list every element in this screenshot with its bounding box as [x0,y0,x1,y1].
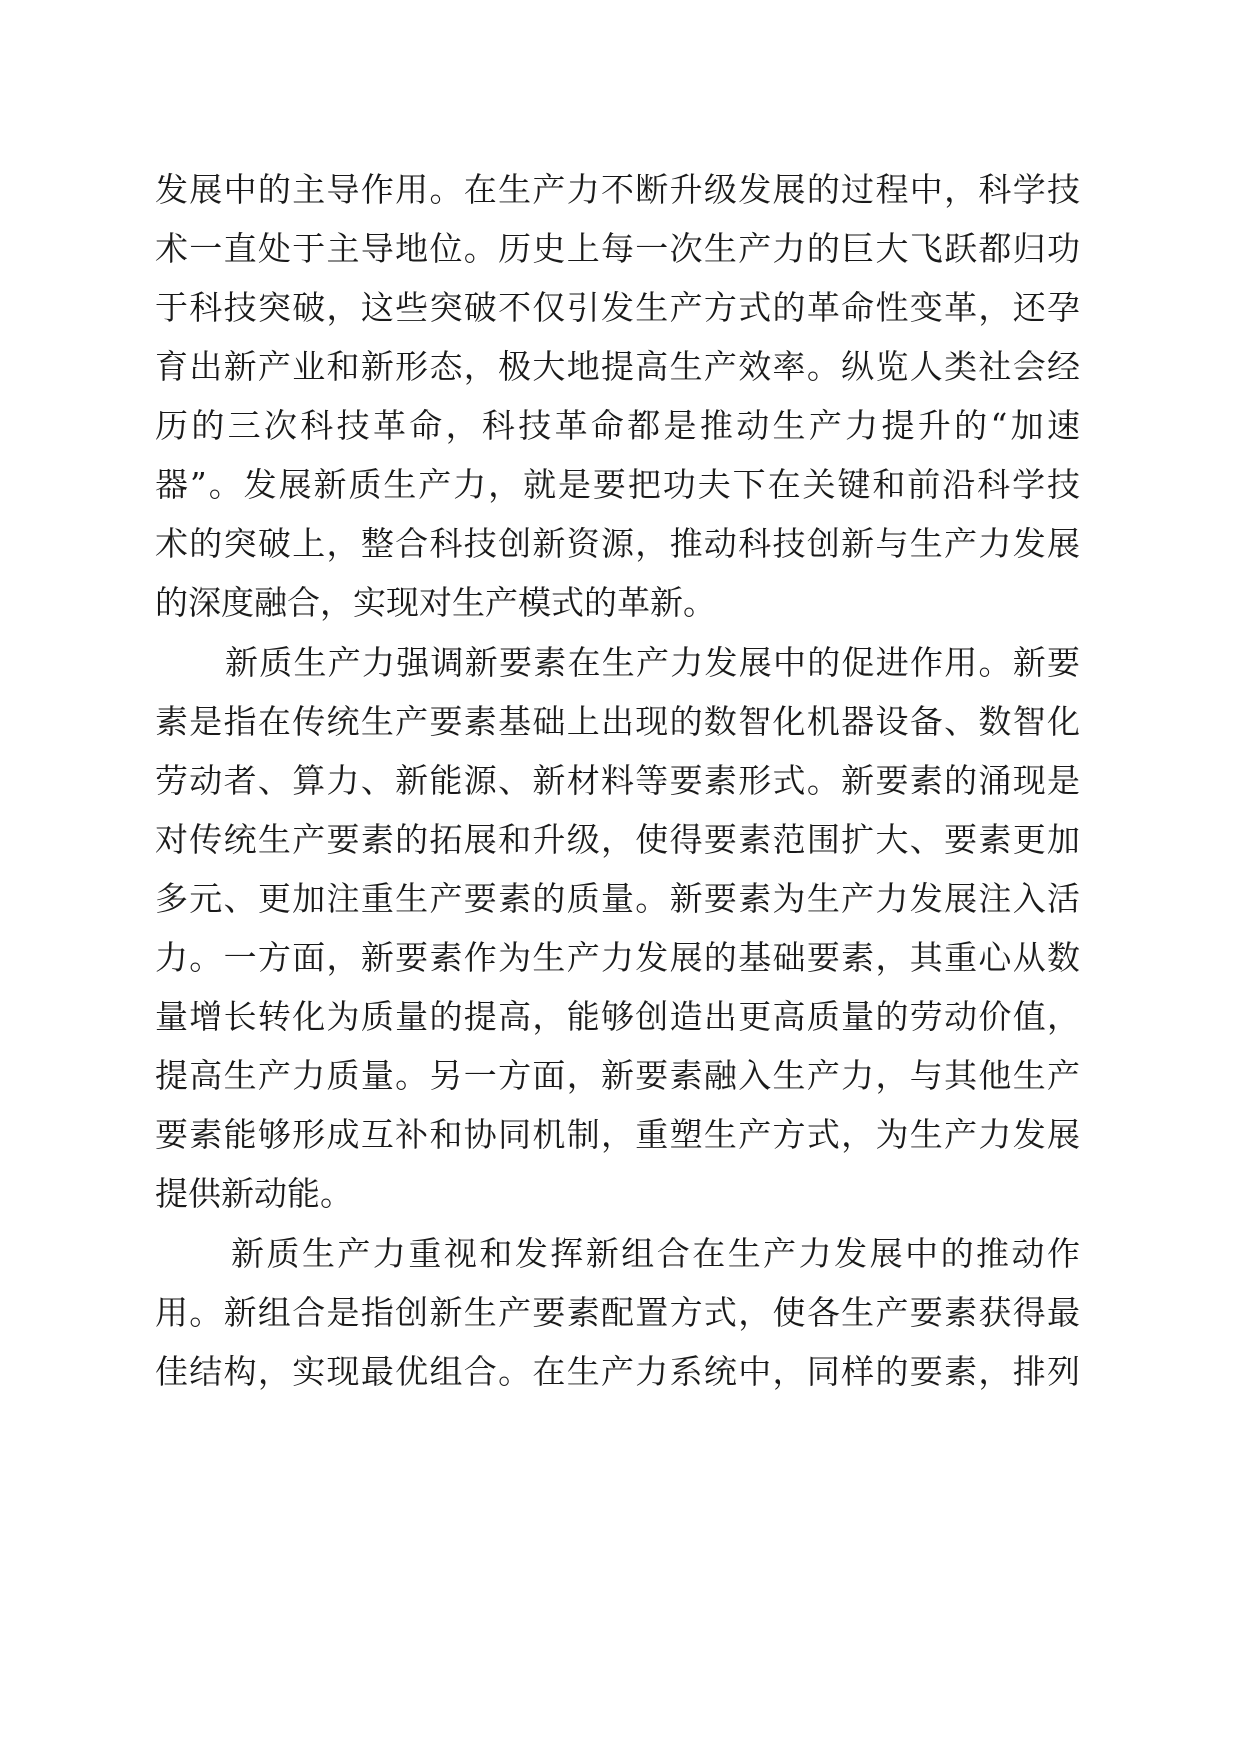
paragraph-3-line: 新质生产力重视和发挥新组合在生产力发展中的推动作 [231,1234,1080,1273]
paragraph-1 [155,160,1080,632]
paragraph-2-line: 劳动者、算力、新能源、新材料等要素形式。新要素的涌现是 [155,761,1080,800]
paragraph-1-line: 术的突破上，整合科技创新资源，推动科技创新与生产力发展 [155,524,1080,563]
paragraph-2-line: 量增长转化为质量的提高，能够创造出更高质量的劳动价值， [155,997,1080,1036]
paragraph-1-line: 育出新产业和新形态，极大地提高生产效率。纵览人类社会经 [155,347,1080,386]
paragraph-1-line: 于科技突破，这些突破不仅引发生产方式的革命性变革，还孕 [155,288,1080,327]
paragraph-1-line: 的深度融合，实现对生产模式的革新。 [155,583,716,622]
paragraph-2 [155,633,1080,1223]
paragraph-2-line: 素是指在传统生产要素基础上出现的数智化机器设备、数智化 [155,702,1080,741]
paragraph-2-line: 新质生产力强调新要素在生产力发展中的促进作用。新要 [225,643,1080,682]
paragraph-3-line: 用。新组合是指创新生产要素配置方式，使各生产要素获得最 [155,1293,1080,1332]
paragraph-1-line: 发展中的主导作用。在生产力不断升级发展的过程中，科学技 [155,170,1080,209]
paragraph-1-line: 历的三次科技革命，科技革命都是推动生产力提升的“加速 [155,406,1080,445]
paragraph-2-line: 提高生产力质量。另一方面，新要素融入生产力，与其他生产 [155,1056,1080,1095]
paragraph-1-line: 器”。发展新质生产力，就是要把功夫下在关键和前沿科学技 [155,465,1080,504]
paragraph-3 [155,1224,1080,1401]
paragraph-3-line: 佳结构，实现最优组合。在生产力系统中，同样的要素，排列 [155,1352,1080,1391]
paragraph-1-line: 术一直处于主导地位。历史上每一次生产力的巨大飞跃都归功 [155,229,1080,268]
paragraph-2-line: 多元、更加注重生产要素的质量。新要素为生产力发展注入活 [155,879,1080,918]
paragraph-2-line: 对传统生产要素的拓展和升级，使得要素范围扩大、要素更加 [155,820,1080,859]
paragraph-2-line: 力。一方面，新要素作为生产力发展的基础要素，其重心从数 [155,938,1080,977]
paragraph-2-line: 要素能够形成互补和协同机制，重塑生产方式，为生产力发展 [155,1115,1080,1154]
paragraph-2-line: 提供新动能。 [155,1174,353,1213]
